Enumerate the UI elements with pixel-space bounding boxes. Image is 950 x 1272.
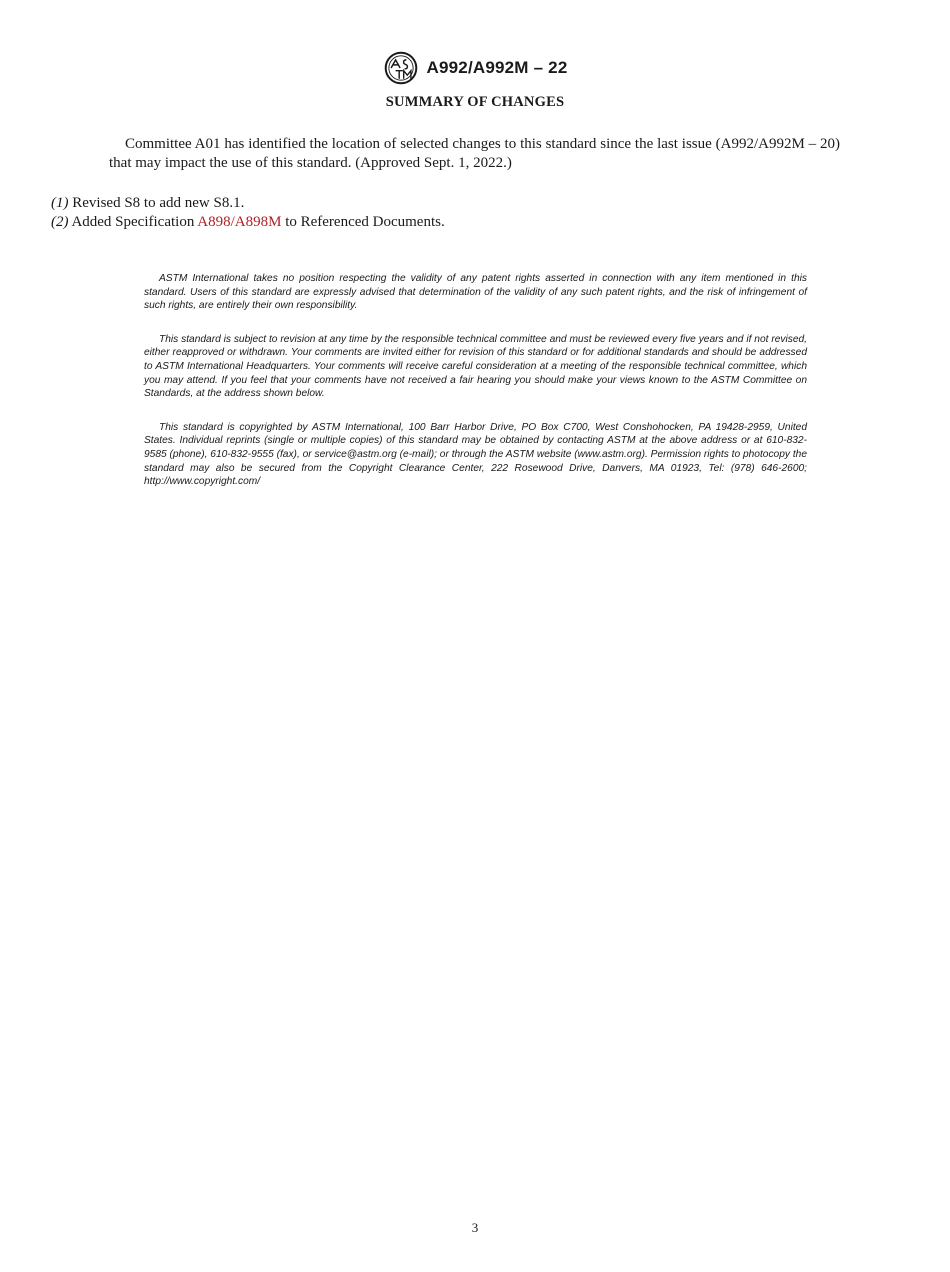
intro-paragraph: Committee A01 has identified the location of selected changes to this standard since the last issue (A992/A992M – 20) that may impact the use of this standard. (Approved Sept. 1, 2022.) [109,136,840,171]
reference-link[interactable]: A898/A898M [197,214,282,230]
revision-notice: This standard is subject to revision at any time by the responsible technical committee and must be reviewed every five years and if not revised, either reapproved or withdrawn. Your comments are invited either for revision of this standard or for additional standards and should be addressed to ASTM International Headquarters. Your comments will receive careful consideration at a meeting of the responsible technical committee, which you may attend. If you feel that your comments have not received a fair hearing you should make your views known to the ASTM Committee on Standards, at the address shown below. [144,333,807,400]
change-item-2 [51,213,460,232]
change-item-1 [51,194,460,213]
page-header [0,50,950,86]
astm-logo-icon [383,50,419,86]
patent-notice: ASTM International takes no position respecting the validity of any patent rights asserted in connection with any item mentioned in this standard. Users of this standard are expressly advised that determination of the validity of any such patent rights, and the risk of infringement of such rights, are entirely their own responsibility. [144,273,807,312]
changes-list [51,194,460,232]
change-text-after: to Referenced Documents. [285,214,445,230]
page-number: 3 [471,1220,479,1235]
legal-notices [144,272,807,509]
section-title: SUMMARY OF CHANGES [385,94,565,110]
change-text: Revised S8 to add new S8.1. [72,195,245,211]
copyright-notice: This standard is copyrighted by ASTM International, 100 Barr Harbor Drive, PO Box C700, West Conshohocken, PA 19428-2959, United States. Individual reprints (single or multiple copies) of this standard may be obtained by contacting ASTM at the above address or at 610-832-9585 (phone), 610-832-9555 (fax), or service@astm.org (e-mail); or through the ASTM website (www.astm.org). Permission rights to photocopy the standard may also be secured from the Copyright Clearance Center, 222 Rosewood Drive, Danvers, MA 01923, Tel: (978) 646-2600; http://www.copyright.com/ [144,421,807,488]
document-id: A992/A992M – 22 [426,58,568,77]
change-text: Added Specification [71,214,195,230]
change-number: (1) [51,195,69,211]
change-number: (2) [51,214,69,230]
